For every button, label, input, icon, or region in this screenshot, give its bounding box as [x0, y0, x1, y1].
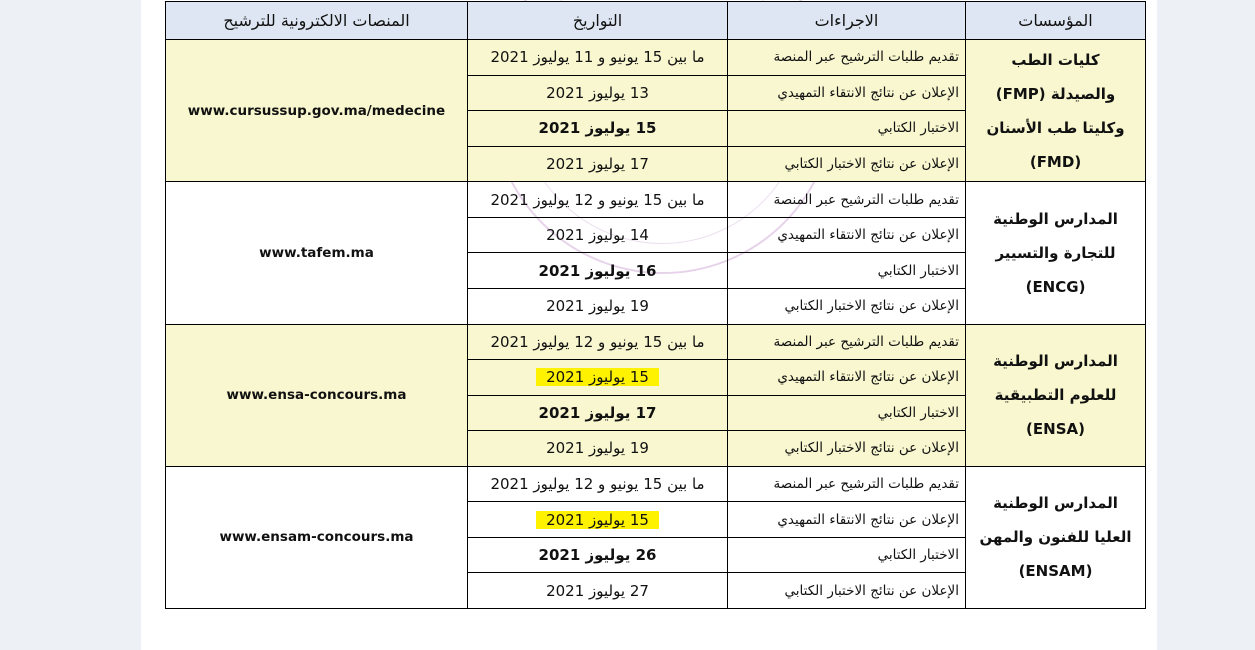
table-body	[166, 40, 1146, 609]
institution-line: للعلوم التطبيقية	[994, 386, 1117, 405]
date-cell: 13 يوليوز 2021	[468, 75, 728, 111]
table-row	[166, 466, 1146, 502]
procedure-cell: تقديم طلبات الترشيح عبر المنصة	[728, 324, 966, 360]
procedure-cell: الإعلان عن نتائج الانتقاء التمهيدي	[728, 217, 966, 253]
procedure-cell: الاختبار الكتابي	[728, 111, 966, 147]
institution-line: كليات الطب	[1011, 50, 1100, 69]
schedule-table-container	[165, 1, 1145, 610]
header-institutions: المؤسسات	[966, 2, 1146, 40]
institution-cell	[966, 324, 1146, 466]
institution-cell	[966, 466, 1146, 608]
date-cell: ما بين 15 يونيو و 12 يوليوز 2021	[468, 466, 728, 502]
header-procedures: الاجراءات	[728, 2, 966, 40]
procedure-cell: الإعلان عن نتائج الانتقاء التمهيدي	[728, 360, 966, 396]
table-row	[166, 40, 1146, 76]
institution-cell	[966, 40, 1146, 182]
date-cell: ما بين 15 يونيو و 12 يوليوز 2021	[468, 324, 728, 360]
date-cell: 17 يوليوز 2021	[468, 395, 728, 431]
platform-url[interactable]: www.tafem.ma	[166, 182, 468, 324]
date-cell: 26 يوليوز 2021	[468, 537, 728, 573]
highlighted-date: 15 يوليوز 2021	[536, 368, 659, 386]
institution-line: (FMD)	[1029, 152, 1082, 171]
header-platforms: المنصات الالكترونية للترشيح	[166, 2, 468, 40]
table-row	[166, 182, 1146, 218]
date-cell: 14 يوليوز 2021	[468, 217, 728, 253]
institution-line: المدارس الوطنية	[993, 209, 1118, 228]
procedure-cell: الإعلان عن نتائج الاختبار الكتابي	[728, 431, 966, 467]
institution-cell	[966, 182, 1146, 324]
date-cell: 15 يوليوز 2021	[468, 111, 728, 147]
institution-line: للتجارة والتسيير	[995, 243, 1116, 262]
header-dates: التواريخ	[468, 2, 728, 40]
highlighted-date: 15 يوليوز 2021	[536, 511, 659, 529]
table-row	[166, 324, 1146, 360]
institution-line: وكليتا طب الأسنان	[986, 118, 1125, 137]
institution-line: العليا للفنون والمهن	[979, 528, 1132, 547]
date-cell	[468, 360, 728, 396]
date-cell: 27 يوليوز 2021	[468, 573, 728, 609]
procedure-cell: الإعلان عن نتائج الاختبار الكتابي	[728, 146, 966, 182]
procedure-cell: تقديم طلبات الترشيح عبر المنصة	[728, 182, 966, 218]
institution-line: (ENSA)	[1026, 420, 1085, 439]
procedure-cell: الإعلان عن نتائج الاختبار الكتابي	[728, 573, 966, 609]
institution-line: والصيدلة (FMP)	[995, 84, 1116, 103]
date-cell: 19 يوليوز 2021	[468, 288, 728, 324]
platform-url[interactable]: www.ensa-concours.ma	[166, 324, 468, 466]
date-cell: 19 يوليوز 2021	[468, 431, 728, 467]
schedule-table	[165, 1, 1146, 609]
platform-url[interactable]: www.cursussup.gov.ma/medecine	[166, 40, 468, 182]
platform-url[interactable]: www.ensam-concours.ma	[166, 466, 468, 608]
procedure-cell: الإعلان عن نتائج الانتقاء التمهيدي	[728, 502, 966, 538]
institution-line: المدارس الوطنية	[993, 352, 1118, 371]
procedure-cell: الاختبار الكتابي	[728, 395, 966, 431]
date-cell: ما بين 15 يونيو و 11 يوليوز 2021	[468, 40, 728, 76]
procedure-cell: الإعلان عن نتائج الاختبار الكتابي	[728, 288, 966, 324]
procedure-cell: تقديم طلبات الترشيح عبر المنصة	[728, 466, 966, 502]
institution-line: (ENSAM)	[1018, 562, 1093, 581]
institution-line: (ENCG)	[1025, 277, 1086, 296]
procedure-cell: الاختبار الكتابي	[728, 537, 966, 573]
procedure-cell: الإعلان عن نتائج الانتقاء التمهيدي	[728, 75, 966, 111]
date-cell	[468, 502, 728, 538]
institution-line: المدارس الوطنية	[993, 494, 1118, 513]
date-cell: 17 يوليوز 2021	[468, 146, 728, 182]
procedure-cell: تقديم طلبات الترشيح عبر المنصة	[728, 40, 966, 76]
procedure-cell: الاختبار الكتابي	[728, 253, 966, 289]
date-cell: 16 يوليوز 2021	[468, 253, 728, 289]
header-row	[166, 2, 1146, 40]
date-cell: ما بين 15 يونيو و 12 يوليوز 2021	[468, 182, 728, 218]
